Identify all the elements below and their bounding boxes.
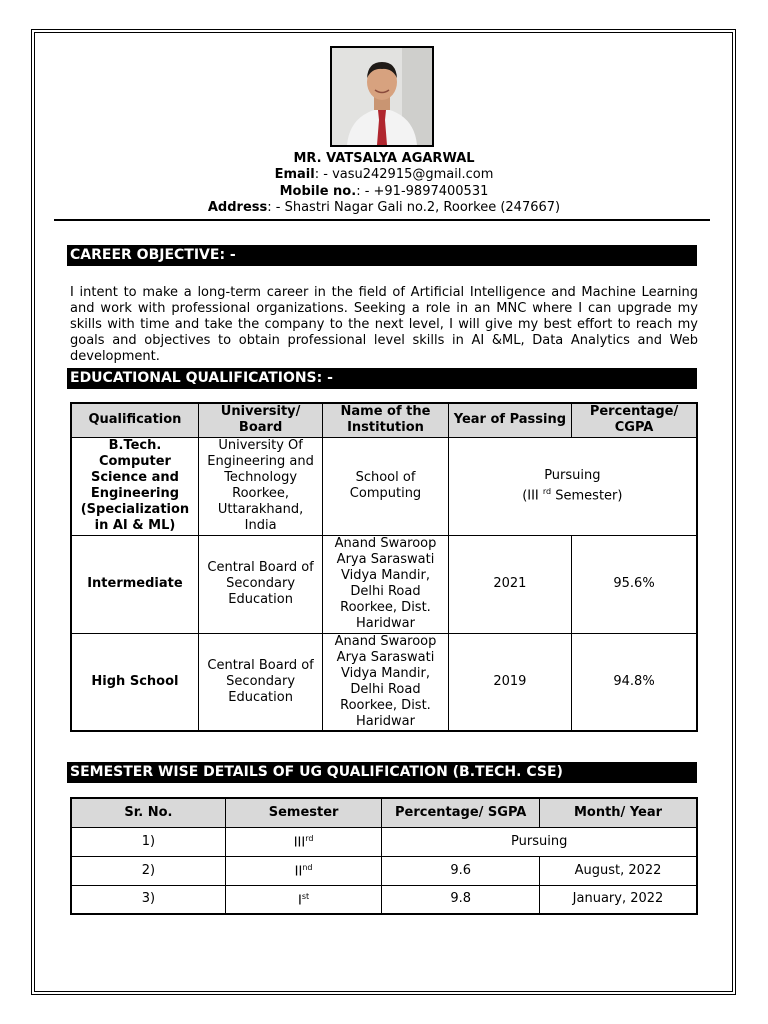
score-cell: 94.8% <box>572 633 697 731</box>
sgpa-cell: Pursuing <box>382 827 697 856</box>
column-header: University/ Board <box>198 403 322 437</box>
serial-cell: 3) <box>71 885 225 914</box>
serial-cell: 2) <box>71 856 225 885</box>
year-cell: 2019 <box>448 633 571 731</box>
mobile-line <box>0 183 768 200</box>
career-objective-heading: CAREER OBJECTIVE: - <box>67 245 697 266</box>
table-row <box>71 535 697 633</box>
table-header-row <box>71 798 697 827</box>
career-objective-text: I intent to make a long-term career in the field of Artificial Intelligence and Machine Learning and work with professional organizations. Seeking a role in an MNC where I can upgrade my skills with time and take the company to the next level, I will give my best effort to reach my goals and objectives to obtain professional level skills in AI &ML, Data Analytics and Web development. <box>70 285 698 364</box>
semester-cell <box>225 827 382 856</box>
email-label: Email <box>274 167 315 182</box>
education-table <box>70 402 698 732</box>
address-label: Address <box>207 200 268 215</box>
table-row <box>71 827 697 856</box>
score-cell: 95.6% <box>572 535 697 633</box>
education-heading: EDUCATIONAL QUALIFICATIONS: - <box>67 368 697 389</box>
institution-cell: School of Computing <box>323 437 448 535</box>
status-cell <box>448 437 697 535</box>
status-sup: rd <box>542 486 552 496</box>
header-divider <box>54 219 710 221</box>
column-header: Percentage/ CGPA <box>572 403 697 437</box>
candidate-name <box>0 150 768 167</box>
status-detail <box>451 484 694 504</box>
qualification-cell: High School <box>71 633 198 731</box>
institution-cell: Anand Swaroop Arya Saraswati Vidya Mandir, Delhi Road Roorkee, Dist. Haridwar <box>323 535 448 633</box>
status-text: Pursuing <box>544 467 601 483</box>
semester-table <box>70 797 698 915</box>
month-cell: January, 2022 <box>540 885 698 914</box>
institution-cell: Anand Swaroop Arya Saraswati Vidya Mandir, Delhi Road Roorkee, Dist. Haridwar <box>323 633 448 731</box>
table-header-row <box>71 403 697 437</box>
month-cell: August, 2022 <box>540 856 698 885</box>
semester-cell <box>225 856 382 885</box>
column-header: Semester <box>225 798 382 827</box>
status-prefix: (III <box>522 488 539 504</box>
mobile-value: : - +91-9897400531 <box>356 184 489 199</box>
column-header: Percentage/ SGPA <box>382 798 540 827</box>
address-line <box>0 199 768 216</box>
person-photo-icon <box>332 48 432 145</box>
semester-sup: rd <box>305 834 314 844</box>
qualification-cell: B.Tech. Computer Science and Engineering (Specialization in AI & ML) <box>71 437 198 535</box>
year-cell: 2021 <box>448 535 571 633</box>
board-cell: Central Board of Secondary Education <box>198 535 322 633</box>
semester-sup: st <box>301 892 310 902</box>
column-header: Qualification <box>71 403 198 437</box>
column-header: Name of the Institution <box>323 403 448 437</box>
table-row <box>71 633 697 731</box>
name-text: MR. VATSALYA AGARWAL <box>293 151 475 166</box>
address-value: : - Shastri Nagar Gali no.2, Roorkee (247667) <box>267 200 561 215</box>
semester-text: III <box>293 835 306 851</box>
table-row <box>71 856 697 885</box>
table-row <box>71 885 697 914</box>
status-suffix: Semester) <box>551 488 623 504</box>
sgpa-cell: 9.8 <box>382 885 540 914</box>
qualification-cell: Intermediate <box>71 535 198 633</box>
column-header: Sr. No. <box>71 798 225 827</box>
semester-sup: nd <box>302 863 313 873</box>
semester-text: I <box>298 893 302 909</box>
board-cell: University Of Engineering and Technology Roorkee, Uttarakhand, India <box>198 437 322 535</box>
mobile-label: Mobile no. <box>279 184 357 199</box>
email-value: : - vasu242915@gmail.com <box>314 167 494 182</box>
email-line <box>0 166 768 183</box>
column-header: Month/ Year <box>540 798 698 827</box>
profile-photo <box>330 46 434 147</box>
sgpa-cell: 9.6 <box>382 856 540 885</box>
column-header: Year of Passing <box>448 403 571 437</box>
serial-cell: 1) <box>71 827 225 856</box>
table-row <box>71 437 697 535</box>
semester-text: II <box>294 864 303 880</box>
semester-cell <box>225 885 382 914</box>
board-cell: Central Board of Secondary Education <box>198 633 322 731</box>
semester-heading: SEMESTER WISE DETAILS OF UG QUALIFICATION (B.TECH. CSE) <box>67 762 697 783</box>
